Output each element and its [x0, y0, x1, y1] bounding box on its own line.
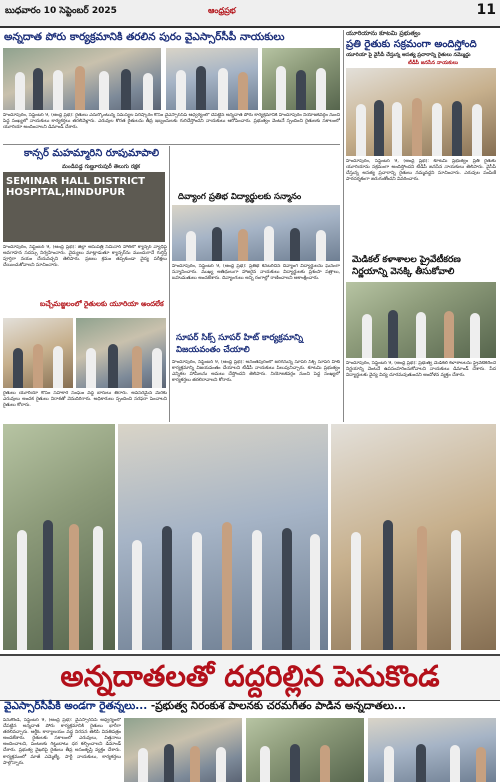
story8-photo-1	[124, 718, 242, 782]
issue-date: బుధవారం 10 సెప్టెంబర్ 2025	[5, 6, 117, 16]
story8-photo-2	[246, 718, 364, 782]
story4-body: హిందూపురం, సెప్టెంబర్ 9, (ఆంధ్ర ప్రభ): అనంతపురంలో జరగనున్న సూపర్ సిక్స్ సూపర్ హిట్ కార్యక్రమాన్ని విజయవంతం చేయాలని టీడీపీ నాయకులు పిలుపునిచ్చారు. కూటమి ప్రభుత్వం ఎన్నికల హామీలను అమలు చేస్తోందని తెలిపారు. నియోజకవర్గం నుంచి పెద్ద సంఖ్యలో కార్యకర్తలు తరలిరావాలని కోరారు.	[172, 360, 340, 384]
lower-photo-left	[3, 424, 115, 650]
column-rule-1	[169, 146, 170, 422]
story1-photo-2	[166, 48, 258, 110]
story4-headline: సూపర్ సిక్స్ సూపర్ హిట్ కార్యక్రమాన్ని విజయవంతం చేయాలి	[176, 333, 304, 355]
page-header	[0, 0, 500, 28]
column-rule-2	[343, 30, 344, 422]
story6-headline: ప్రతి రైతుకు సక్రమంగా అందిస్తోంది	[346, 39, 477, 50]
masthead: ఆంధ్రప్రభ	[208, 6, 236, 15]
story1-photo-1	[3, 48, 161, 110]
story3-photo	[172, 205, 340, 261]
story1-photo-3	[262, 48, 340, 110]
story7-body: హిందూపురం, సెప్టెంబర్ 9, (ఆంధ్ర ప్రభ): ప్రభుత్వ మెడికల్ కళాశాలలను ప్రైవేటీకరించే నిర్ణయాన్ని వెంటనే ఉపసంహరించుకోవాలని నాయకులు డిమాండ్ చేశారు. పేద విద్యార్థులకు వైద్య విద్య దూరమవుతుందని ఆందోళన వ్యక్తం చేశారు.	[346, 361, 496, 379]
story2-headline: కాన్సర్ మహమ్మారిని రూపుమాపాలి	[24, 148, 160, 159]
story2-subhead: మండిపడ్డ గుణ్ణూరుపురీ తెలుగు రక్షక	[62, 164, 140, 170]
story2-photo-caption: SEMINAR HALL DISTRICT HOSPITAL,HINDUPUR	[6, 176, 145, 198]
banner-sub-left: వైఎస్సార్‌సీపీకి అండగా రైతన్నలు...	[4, 700, 148, 712]
story5-body: రైతులు యూరియా కోసం సహకార సంఘం వద్ద బారులు తీరారు. అవసరమైన మేరకు ఎరువులు అందక రైతులు నిరాశతో వెనుదిరిగారు. అధికారులు స్పందించి సరఫరా పెంచాలని రైతులు కోరారు.	[3, 391, 167, 409]
story5-photo-1	[3, 318, 73, 388]
story2-photo	[3, 172, 165, 242]
story6-subhead: యూరియా పై వైసీపీ చేస్తున్న అసత్య ప్రచారాన్ని రైతులు నమ్మొద్దు	[346, 52, 471, 58]
banner-sub-right: -ప్రభుత్వ నిరంకుశ పాలనకు చరమగీతం పాడిన అన్నదాతలు...	[150, 700, 406, 712]
story6-subhead-2: టీడీపీ జనసేన నాయకులు	[408, 60, 459, 66]
story6-body: హిందూపురం, సెప్టెంబర్ 9, (ఆంధ్ర ప్రభ): కూటమి ప్రభుత్వం ప్రతి రైతుకు యూరియాను సక్రమంగా అందిస్తోందని టీడీపీ జనసేన నాయకులు తెలిపారు. వైసీపీ చేస్తున్న అసత్య ప్రచారాన్ని రైతులు నమ్మవద్దని సూచించారు. ఎరువుల పంపిణీ పారదర్శకంగా జరుగుతోందని వివరించారు.	[346, 159, 496, 183]
story1-body: హిందూపురం, సెప్టెంబర్ 9, (ఆంధ్ర ప్రభ): రైతులు ఎదుర్కొంటున్న సమస్యల పరిష్కారం కోసం వైఎస్సార్‌సీపీ ఆధ్వర్యంలో చేపట్టిన అన్నదాత పోరు కార్యక్రమానికి హిందూపురం నియోజకవర్గం నుంచి పెద్ద సంఖ్యలో నాయకులు కార్యకర్తలు తరలివెళ్లారు. ఎరువుల కొరత రైతులను తీవ్ర ఇబ్బందులకు గురిచేస్తోందని నాయకులు ఆరోపించారు. ప్రభుత్వం వెంటనే స్పందించి రైతులకు సకాలంలో యూరియా అందించాలని డిమాండ్ చేశారు.	[3, 113, 340, 131]
lower-photo-center	[118, 424, 328, 650]
banner-headline: అన్నదాతలతో దద్దరిల్లిన పెనుకొండ	[60, 659, 440, 693]
story7-photo	[346, 282, 496, 358]
story2-body: హిందూపురం, సెప్టెంబర్ 9, (ఆంధ్ర ప్రభ): జిల్లా ఆసుపత్రి సెమినార్ హాల్‌లో క్యాన్సర్ వ్యాధిపై అవగాహన సదస్సు నిర్వహించారు. వైద్యులు మాట్లాడుతూ క్యాన్సర్‌ను ముందుగానే గుర్తిస్తే పూర్తిగా నయం చేయవచ్చని తెలిపారు. ప్రజలు క్రమం తప్పకుండా వైద్య పరీక్షలు చేయించుకోవాలని సూచించారు.	[3, 245, 167, 269]
story8-body: పెనుకొండ, సెప్టెంబర్ 9, (ఆంధ్ర ప్రభ): వైఎస్సార్‌సీపీ ఆధ్వర్యంలో చేపట్టిన అన్నదాత పోరు కార్యక్రమానికి రైతులు భారీగా తరలివచ్చారు. ఆర్డీఓ కార్యాలయం వద్ద నిరసన తెలిపి వినతిపత్రం అందజేశారు. రైతులకు సకాలంలో ఎరువులు, విత్తనాలు అందించాలని, పంటలకు గిట్టుబాటు ధర కల్పించాలని డిమాండ్ చేశారు. ప్రభుత్వ వైఖరిపై రైతులు తీవ్ర అసంతృప్తి వ్యక్తం చేశారు. కార్యక్రమంలో మాజీ ఎమ్మెల్యే, పార్టీ నాయకులు, కార్యకర్తలు పాల్గొన్నారు.	[3, 718, 121, 766]
banner-subheadline	[4, 700, 496, 715]
page-number: 11	[476, 2, 496, 18]
story3-body: హిందూపురం, సెప్టెంబర్ 9, (ఆంధ్ర ప్రభ): ప్రతిభ కనబరిచిన దివ్యాంగ విద్యార్థులను ఘనంగా సన్మానించారు. ముఖ్య అతిథులుగా హాజరైన నాయకులు విద్యార్థులకు ప్రశంసా పత్రాలు, బహుమతులు అందజేశారు. దివ్యాంగులు అన్ని రంగాల్లో రాణించాలని ఆకాంక్షించారు.	[172, 264, 340, 282]
story7-headline: మెడికల్ కళాశాలల ప్రైవేటీకరణ నిర్ణయాన్ని వెనక్కి తీసుకోవాలి	[352, 255, 461, 277]
story6-photo	[346, 68, 496, 156]
story6-kicker: యూరియాను కూటమి ప్రభుత్వం	[346, 30, 421, 37]
story1-headline: అన్నదాత పోరు కార్యక్రమానికి తరలిన పురం వైఎస్సార్‌సీపీ నాయకులు	[4, 31, 285, 43]
row-rule-1	[3, 144, 340, 145]
lower-photo-right	[331, 424, 496, 650]
story3-headline: దివ్యాంగ ప్రతిభ విద్యార్థులకు సన్మానం	[178, 192, 302, 202]
story5-photo-2	[76, 318, 166, 388]
story8-photo-3	[368, 718, 496, 782]
story5-headline: బచ్చేమజ్జలంలో రైతులకు యూరియా అందలేక	[40, 300, 164, 308]
